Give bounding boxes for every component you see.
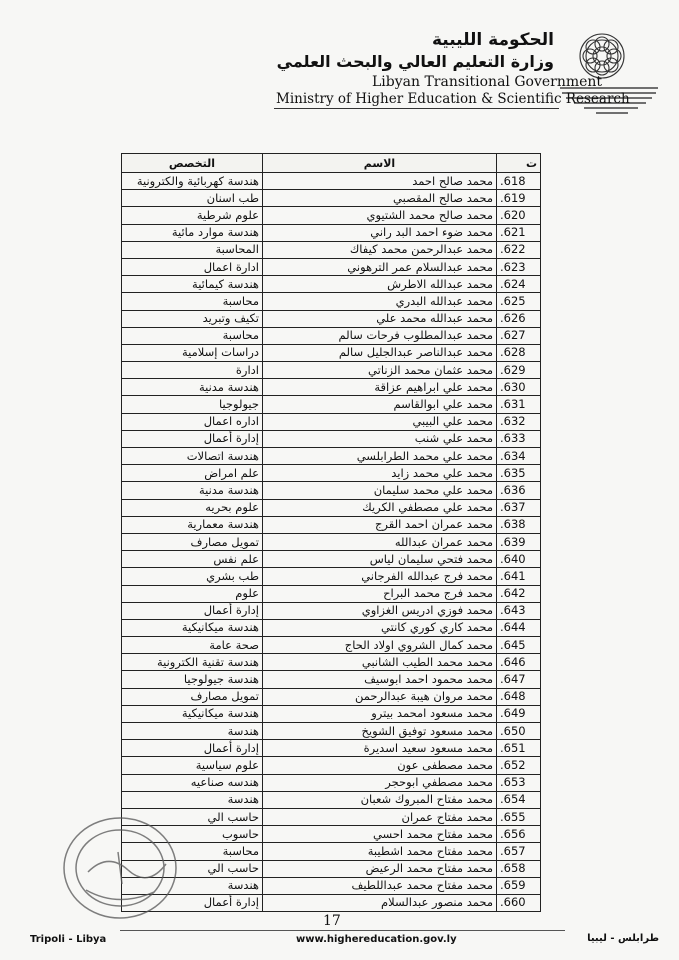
row-name: محمد فرج محمد البراح: [263, 585, 497, 602]
row-number: .646: [497, 654, 541, 671]
row-name: محمد علي محمد سليمان: [263, 482, 497, 499]
row-number: .645: [497, 637, 541, 654]
row-specialization: علوم: [122, 585, 263, 602]
row-name: محمد فتحي سليمان لياس: [263, 551, 497, 568]
column-header-number: ت: [497, 154, 541, 173]
table-row: [122, 516, 541, 533]
table-row: [122, 465, 541, 482]
row-number: .632: [497, 413, 541, 430]
table-row: [122, 499, 541, 516]
row-specialization: هندسة جيولوجيا: [122, 671, 263, 688]
row-number: .638: [497, 516, 541, 533]
row-specialization: هندسة: [122, 791, 263, 808]
row-specialization: إدارة أعمال: [122, 430, 263, 447]
row-name: محمد علي شنب: [263, 430, 497, 447]
row-name: محمد عبدالناصر عبدالجليل سالم: [263, 344, 497, 361]
row-name: محمد علي محمد الطرابلسي: [263, 448, 497, 465]
table-row: [122, 413, 541, 430]
table-row: [122, 224, 541, 241]
row-name: محمد مصطفي ابوحجر: [263, 774, 497, 791]
names-table: [121, 153, 541, 912]
row-name: محمد مفتاح محمد الرعيض: [263, 860, 497, 877]
table-row: [122, 568, 541, 585]
row-name: محمد عبدالله البدري: [263, 293, 497, 310]
row-specialization: هندسة: [122, 877, 263, 894]
footer-city-arabic: طرابلس - ليبيا: [587, 933, 659, 944]
row-specialization: هندسة موارد مائية: [122, 224, 263, 241]
row-number: .651: [497, 740, 541, 757]
row-specialization: دراسات إسلامية: [122, 344, 263, 361]
row-number: .648: [497, 688, 541, 705]
table-row: [122, 344, 541, 361]
row-number: .626: [497, 310, 541, 327]
official-seal-stamp: [58, 812, 188, 924]
table-row: [122, 602, 541, 619]
row-name: محمد عمران عبدالله: [263, 533, 497, 550]
row-number: .627: [497, 327, 541, 344]
row-specialization: محاسبة: [122, 843, 263, 860]
row-number: .630: [497, 379, 541, 396]
table-row: [122, 482, 541, 499]
row-name: محمد مصطفى عون: [263, 757, 497, 774]
row-specialization: المحاسبة: [122, 241, 263, 258]
row-name: محمد علي مصطفي الكريك: [263, 499, 497, 516]
row-specialization: هندسة معمارية: [122, 516, 263, 533]
row-specialization: هندسة مدنية: [122, 482, 263, 499]
row-specialization: حاسوب: [122, 826, 263, 843]
table-row: [122, 585, 541, 602]
table-row: [122, 757, 541, 774]
row-number: .619: [497, 190, 541, 207]
table-row: [122, 379, 541, 396]
row-number: .658: [497, 860, 541, 877]
row-number: .629: [497, 362, 541, 379]
row-name: محمد عبدالله محمد علي: [263, 310, 497, 327]
row-name: محمد كمال الشروي اولاد الحاج: [263, 637, 497, 654]
row-number: .652: [497, 757, 541, 774]
row-specialization: هندسة كيمائية: [122, 276, 263, 293]
row-name: محمد ضوء احمد البد راني: [263, 224, 497, 241]
row-name: محمد عثمان محمد الزناتي: [263, 362, 497, 379]
table-row: [122, 533, 541, 550]
row-specialization: هندسة كهربائية والكترونية: [122, 173, 263, 190]
row-specialization: هندسة: [122, 723, 263, 740]
footer-website: www.highereducation.gov.ly: [296, 934, 457, 945]
row-name: محمد مفتاح محمد عبداللطيف: [263, 877, 497, 894]
row-specialization: هندسه صناعيه: [122, 774, 263, 791]
row-specialization: علوم شرطية: [122, 207, 263, 224]
row-number: .631: [497, 396, 541, 413]
row-number: .628: [497, 344, 541, 361]
table-row: [122, 791, 541, 808]
row-name: محمد علي محمد زايد: [263, 465, 497, 482]
row-specialization: علم نفس: [122, 551, 263, 568]
row-number: .647: [497, 671, 541, 688]
row-name: محمد مفتاح المبروك شعبان: [263, 791, 497, 808]
row-number: .637: [497, 499, 541, 516]
row-number: .649: [497, 705, 541, 722]
row-name: محمد عبدالسلام عمر الترهوني: [263, 258, 497, 275]
government-name-english: Libyan Transitional Government: [372, 74, 603, 90]
table-row: [122, 430, 541, 447]
table-row: [122, 705, 541, 722]
row-specialization: تمويل مصارف: [122, 533, 263, 550]
column-header-name: الاسم: [263, 154, 497, 173]
row-name: محمد مفتاح محمد اشطيبة: [263, 843, 497, 860]
row-specialization: صحة عامة: [122, 637, 263, 654]
table-row: [122, 637, 541, 654]
row-name: محمد مفتاح محمد احسي: [263, 826, 497, 843]
table-row: [122, 190, 541, 207]
row-number: .657: [497, 843, 541, 860]
row-name: محمد صالح احمد: [263, 173, 497, 190]
row-specialization: تمويل مصارف: [122, 688, 263, 705]
ministry-name-arabic: وزارة التعليم العالي والبحث العلمي: [276, 52, 554, 71]
row-name: محمد عبدالرحمن محمد كيفاك: [263, 241, 497, 258]
table-row: [122, 619, 541, 636]
row-number: .650: [497, 723, 541, 740]
row-number: .644: [497, 619, 541, 636]
row-name: محمد منصور عبدالسلام: [263, 894, 497, 911]
table-row: [122, 293, 541, 310]
row-number: .641: [497, 568, 541, 585]
table-row: [122, 327, 541, 344]
row-number: .655: [497, 808, 541, 825]
row-name: محمد فرج عبدالله الفرجاني: [263, 568, 497, 585]
row-name: محمد فوزي ادريس الغزاوي: [263, 602, 497, 619]
row-specialization: هندسة ميكانيكية: [122, 705, 263, 722]
row-name: محمد محمود احمد ابوسيف: [263, 671, 497, 688]
table-row: [122, 241, 541, 258]
row-name: محمد علي ابوالقاسم: [263, 396, 497, 413]
row-specialization: تكيف وتبريد: [122, 310, 263, 327]
row-number: .642: [497, 585, 541, 602]
table-row: [122, 551, 541, 568]
row-number: .660: [497, 894, 541, 911]
header-divider: [274, 108, 559, 109]
row-number: .620: [497, 207, 541, 224]
row-name: محمد مسعود توفيق الشويخ: [263, 723, 497, 740]
row-specialization: علوم بحريه: [122, 499, 263, 516]
row-number: .634: [497, 448, 541, 465]
row-specialization: طب اسنان: [122, 190, 263, 207]
row-number: .624: [497, 276, 541, 293]
row-number: .656: [497, 826, 541, 843]
row-number: .625: [497, 293, 541, 310]
row-specialization: هندسة مدنية: [122, 379, 263, 396]
row-specialization: هندسة تقنية الكترونية: [122, 654, 263, 671]
row-specialization: محاسبة: [122, 293, 263, 310]
row-number: .636: [497, 482, 541, 499]
row-specialization: ادارة اعمال: [122, 258, 263, 275]
row-number: .654: [497, 791, 541, 808]
table-row: [122, 276, 541, 293]
row-name: محمد عبدالله الاطرش: [263, 276, 497, 293]
row-name: محمد علي البيبي: [263, 413, 497, 430]
row-name: محمد محمد الطيب الشانبي: [263, 654, 497, 671]
ministry-name-english: Ministry of Higher Education & Scientific Research: [276, 91, 630, 107]
row-specialization: إدارة أعمال: [122, 894, 263, 911]
row-name: محمد عمران احمد القرج: [263, 516, 497, 533]
table-row: [122, 740, 541, 757]
row-number: .633: [497, 430, 541, 447]
row-name: محمد علي ابراهيم عزاقة: [263, 379, 497, 396]
page-number: 17: [323, 913, 341, 929]
row-specialization: هندسة ميكانيكية: [122, 619, 263, 636]
table-row: [122, 207, 541, 224]
row-name: محمد مسعود سعيد اسديرة: [263, 740, 497, 757]
government-name-arabic: الحكومة الليبية: [431, 30, 554, 50]
row-number: .623: [497, 258, 541, 275]
row-name: محمد مفتاح عمران: [263, 808, 497, 825]
table-row: [122, 173, 541, 190]
row-specialization: إدارة أعمال: [122, 602, 263, 619]
row-number: .618: [497, 173, 541, 190]
row-name: محمد صالح المقصبي: [263, 190, 497, 207]
table-row: [122, 671, 541, 688]
letterhead: [0, 0, 679, 130]
table-header-row: [122, 154, 541, 173]
table-row: [122, 396, 541, 413]
table-row: [122, 258, 541, 275]
row-name: محمد عبدالمطلوب فرحات سالم: [263, 327, 497, 344]
row-number: .622: [497, 241, 541, 258]
row-specialization: جيولوجيا: [122, 396, 263, 413]
row-number: .653: [497, 774, 541, 791]
row-number: .639: [497, 533, 541, 550]
row-name: محمد مسعود امحمد بيترو: [263, 705, 497, 722]
row-number: .621: [497, 224, 541, 241]
footer-divider: [120, 930, 565, 931]
row-specialization: هندسة اتصالات: [122, 448, 263, 465]
row-specialization: إدارة أعمال: [122, 740, 263, 757]
row-specialization: طب بشري: [122, 568, 263, 585]
table-row: [122, 310, 541, 327]
table-row: [122, 774, 541, 791]
row-number: .635: [497, 465, 541, 482]
row-specialization: علم امراض: [122, 465, 263, 482]
row-number: .640: [497, 551, 541, 568]
row-specialization: ادارة: [122, 362, 263, 379]
row-specialization: محاسبة: [122, 327, 263, 344]
column-header-specialization: التخصص: [122, 154, 263, 173]
row-name: محمد كاري كوري كانتي: [263, 619, 497, 636]
row-name: محمد مروان هيبة عبدالرحمن: [263, 688, 497, 705]
row-specialization: اداره اعمال: [122, 413, 263, 430]
table-row: [122, 723, 541, 740]
row-name: محمد صالح محمد الشتيوي: [263, 207, 497, 224]
table-row: [122, 448, 541, 465]
row-number: .643: [497, 602, 541, 619]
footer-city-english: Tripoli - Libya: [30, 934, 107, 945]
row-specialization: علوم سياسية: [122, 757, 263, 774]
table-row: [122, 654, 541, 671]
table-row: [122, 688, 541, 705]
row-specialization: حاسب الي: [122, 860, 263, 877]
row-number: .659: [497, 877, 541, 894]
row-specialization: حاسب الي: [122, 808, 263, 825]
table-row: [122, 362, 541, 379]
